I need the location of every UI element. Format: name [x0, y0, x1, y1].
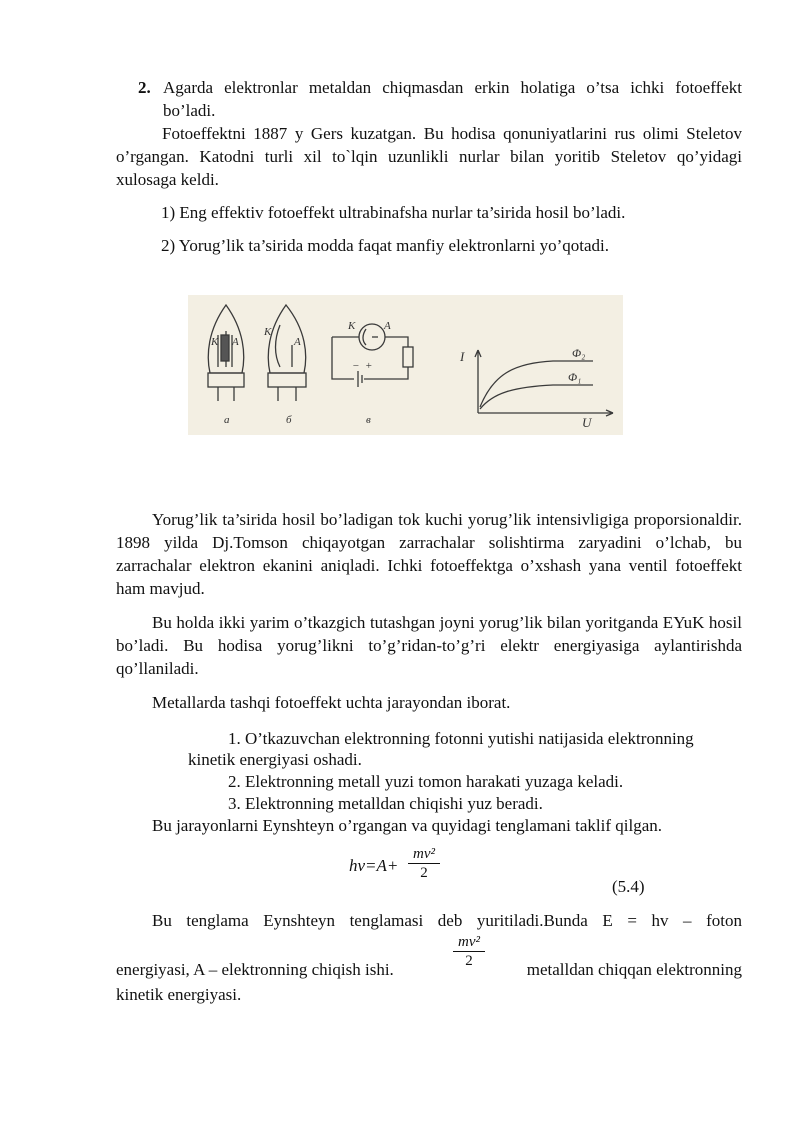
einstein-explain-line2-start: energiyasi, A – elektronning chiqish ishi. — [116, 960, 394, 979]
tube-a-base — [208, 373, 244, 387]
einstein-equation-lhs: hν=A+ — [349, 856, 399, 875]
tube-b-base — [268, 373, 306, 387]
item-text: Agarda elektronlar metaldan chiqmasdan erkin holatiga o’tsa ichki fotoeffekt bo’ladi. — [163, 78, 742, 120]
label-k-a: K — [211, 336, 219, 348]
process-item-1-cont: kinetik energiyasi oshadi. — [188, 750, 362, 769]
curve-phi2 — [480, 361, 593, 407]
einstein-equation-fraction — [408, 846, 440, 881]
paragraph-processes-intro: Metallarda tashqi fotoeffekt uchta jarayondan iborat. — [152, 693, 511, 712]
fraction-numerator: mv² — [458, 934, 480, 950]
label-a-a: A — [232, 336, 239, 348]
process-item-3: 3. Elektronning metalldan chiqishi yuz beradi. — [228, 794, 543, 813]
fraction-bar — [408, 863, 440, 864]
label-i: I — [460, 349, 465, 364]
label-plus: + — [365, 360, 373, 372]
figure-drawing — [188, 295, 623, 435]
label-fig-c: в — [366, 414, 371, 426]
einstein-explain-line3: kinetik energiyasi. — [116, 985, 242, 1004]
label-u: U — [582, 415, 592, 430]
resistor — [403, 347, 413, 367]
fraction-bar — [453, 951, 485, 952]
label-fig-a: a — [224, 414, 230, 426]
fraction-numerator: mv² — [413, 846, 435, 862]
label-phi2: Φ₂ — [572, 346, 586, 360]
einstein-explain-line1: Bu tenglama Eynshteyn tenglamasi deb yuritiladi.Bunda E = hv – foton — [152, 911, 742, 930]
label-k-c: K — [348, 320, 356, 332]
curve-phi1 — [480, 385, 593, 409]
steletov-item-2: 2) Yorug’lik ta’sirida modda faqat manfiy elektronlarni yo’qotadi. — [161, 236, 610, 255]
paragraph-ventil: Bu holda ikki yarim o’tkazgich tutashgan joyni yorug’lik bilan yoritganda EYuK hosil bo’ladi. Bu hodisa yorug’likni to’g’ridan-to’g’ri elektr energiyasiga aylantirishda qo’llaniladi. — [116, 613, 742, 678]
paragraph-tomson: Yorug’lik ta’sirida hosil bo’ladigan tok kuchi yorug’lik intensivligiga proporsionaldir. 1898 yilda Dj.Tomson chiqayotgan zarrachalar solishtirma zaryadini o’lchab, bu zarrachalar elektron ekanini aniqladi. Ichki fotoeffektga o’xshash yana ventil fotoeffekt ham mavjud. — [116, 510, 742, 598]
label-phi1: Φ₁ — [568, 370, 582, 384]
steletov-item-1: 1) Eng effektiv fotoeffekt ultrabinafsha nurlar ta’sirida hosil bo’ladi. — [161, 203, 626, 222]
fraction-denominator: 2 — [465, 953, 473, 969]
label-minus: − — [352, 360, 360, 372]
photoeffect-figure — [188, 295, 623, 435]
fraction-denominator: 2 — [420, 865, 428, 881]
kinetic-energy-fraction — [453, 934, 485, 969]
label-k-b: K — [264, 326, 272, 338]
item-number: 2. — [138, 78, 151, 97]
paragraph-gers: Fotoeffektni 1887 y Gers kuzatgan. Bu hodisa qonuniyatlarini rus olimi Steletov o’rgangan. Katodni turli xil to`lqin uzunlikli nurlar bilan yoritib Steletov qo’yidagi xulosaga keldi. — [116, 124, 742, 189]
label-a-c: A — [384, 320, 391, 332]
equation-number: (5.4) — [612, 877, 645, 896]
process-item-2: 2. Elektronning metall yuzi tomon harakati yuzaga keladi. — [228, 772, 624, 791]
process-item-1: 1. O’tkazuvchan elektronning fotonni yutishi natijasida elektronning — [228, 729, 694, 748]
label-fig-b: б — [286, 414, 292, 426]
paragraph-einstein-intro: Bu jarayonlarni Eynshteyn o’rgangan va quyidagi tenglamani taklif qilgan. — [152, 816, 663, 835]
label-a-b: A — [294, 336, 301, 348]
einstein-explain-line2-end: metalldan chiqqan elektronning — [526, 960, 742, 979]
